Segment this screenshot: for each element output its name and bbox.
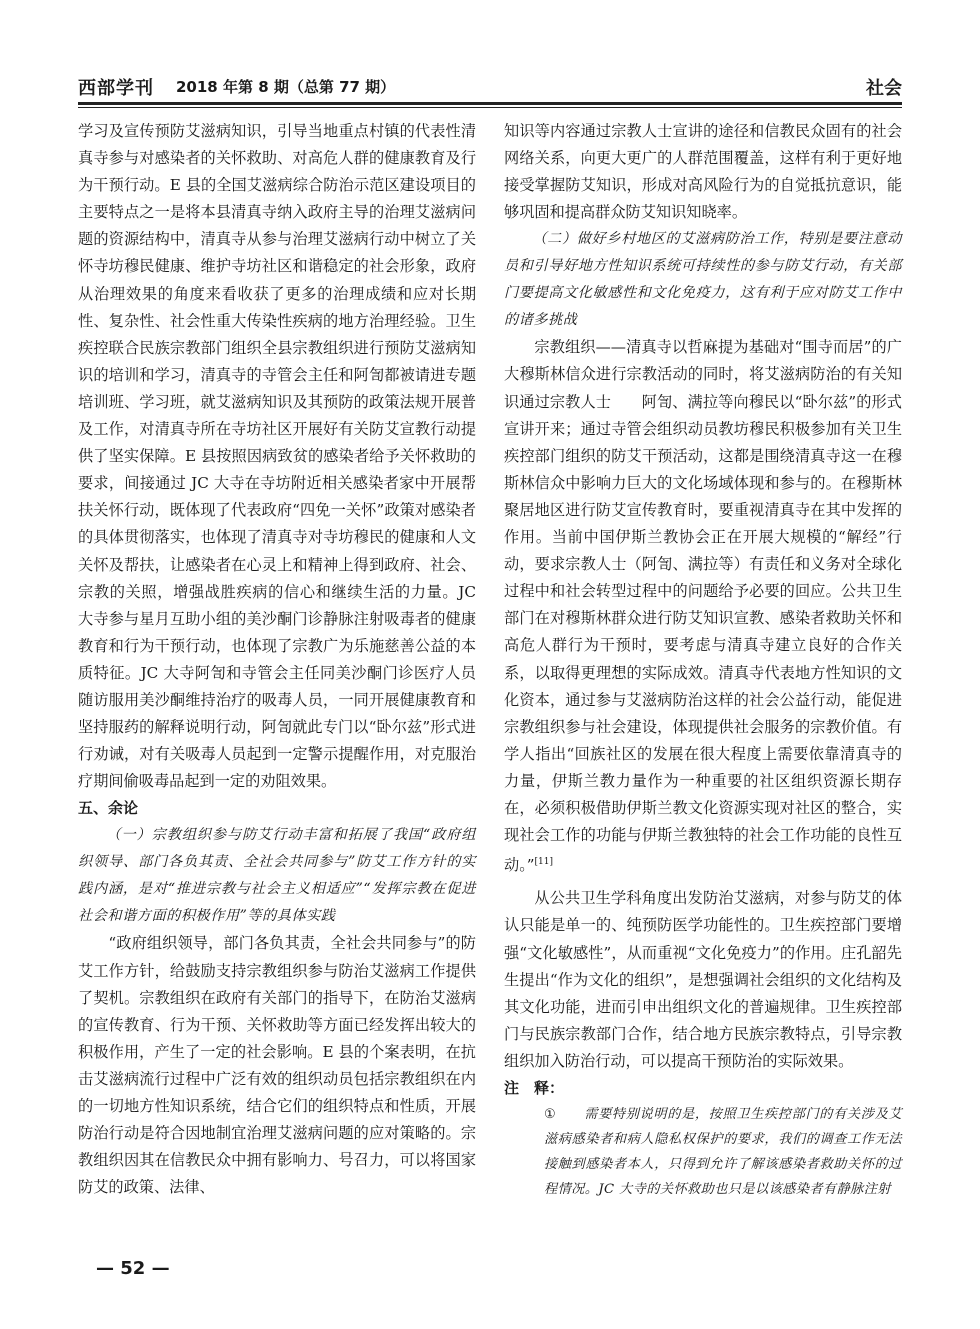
page-number: — 52 — [96, 1258, 170, 1279]
subsection-heading: （一）宗教组织参与防艾行动丰富和拓展了我国“政府组织领导、部门各负其责、全社会共同参与”防艾工作方针的实践内涵，是对“推进宗教与社会主义相适应”“发挥宗教在促进社会和谐方面的积极作用”等的具体实践 [78, 827, 476, 925]
footnote-text: 需要特别说明的是，按照卫生疾控部门的有关涉及艾滋病感染者和病人隐私权保护的要求，我们的调查工作无法接触到感染者本人，只得到允许了解该感染者救助关怀的过程情况。JC 大寺的关怀救助也只是以该感染者有静脉注射 [544, 1107, 902, 1198]
footnote-mark: ① [544, 1107, 557, 1123]
header-rule [78, 102, 902, 105]
right-column [504, 118, 902, 1202]
paragraph: 学习及宣传预防艾滋病知识，引导当地重点村镇的代表性清真寺参与对感染者的关怀救助、对高危人群的健康教育及行为干预行动。E 县的全国艾滋病综合防治示范区建设项目的主要特点之一是将本县清真寺纳入政府主导的治理艾滋病问题的资源结构中，清真寺从参与治理艾滋病行动中树立了关怀寺坊穆民健康、维护寺坊社区和谐稳定的社会形象，政府从治理效果的角度来看收获了更多的治理成绩和应对长期性、复杂性、社会性重大传染性疾病的地方治理经验。卫生疾控联合民族宗教部门组织全县宗教组织进行预防艾滋病知识的培训和学习，清真寺的寺管会主任和阿訇都被请进专题培训班、学习班，就艾滋病知识及其预防的政策法规开展普及工作，对清真寺所在寺坊社区开展好有关防艾宣教行动提供了坚实保障。E 县按照因病致贫的感染者给予关怀救助的要求，间接通过 JC 大寺在寺坊附近相关感染者家中开展帮扶关怀行动，既体现了代表政府“四免一关怀”政策对感染者的具体贯彻落实，也体现了清真寺对寺坊穆民的健康和人文关怀及帮扶，让感染者在心灵上和精神上得到政府、社会、宗教的关照，增强战胜疾病的信心和继续生活的力量。JC 大寺参与星月互助小组的美沙酮门诊静脉注射吸毒者的健康教育和行为干预行动，也体现了宗教广为乐施慈善公益的本质特征。JC 大寺阿訇和寺管会主任同美沙酮门诊医疗人员随访服用美沙酮维持治疗的吸毒人员，一同开展健康教育和坚持服药的解释说明行动，阿訇就此专门以“卧尔兹”形式进行劝诫，对有关吸毒人员起到一定警示提醒作用，对克服治疗期间偷吸毒品起到一定的劝阻效果。 [78, 122, 476, 791]
issue-info: 2018 年第 8 期（总第 77 期） [176, 78, 396, 96]
left-column [78, 118, 476, 1201]
header-rule-thin [78, 107, 902, 108]
citation-ref: [11] [534, 857, 554, 868]
subsection-heading: （二）做好乡村地区的艾滋病防治工作，特别是要注意动员和引导好地方性知识系统可持续性的参与防艾行动，有关部门要提高文化敏感性和文化免疫力，这有利于应对防艾工作中的诸多挑战 [504, 231, 902, 329]
paragraph: 知识等内容通过宗教人士宣讲的途径和信教民众固有的社会网络关系，向更大更广的人群范围覆盖，这样有利于更好地接受掌握防艾知识，形成对高风险行为的自觉抵抗意识，能够巩固和提高群众防艾知识知晓率。 [504, 122, 902, 222]
footnote [504, 1102, 902, 1202]
section-heading: 五、余论 [78, 799, 139, 818]
notes-title: 注 释： [504, 1078, 565, 1097]
journal-logo: 西部学刊 [78, 78, 154, 99]
paragraph-with-citation [504, 334, 902, 879]
section-label: 社会 [866, 78, 902, 99]
paragraph: 从公共卫生学科角度出发防治艾滋病，对参与防艾的体认只能是单一的、纯预防医学功能性的。卫生疾控部门要增强“文化敏感性”，从而重视“文化免疫力”的作用。庄孔韶先生提出“作为文化的组织”，是想强调社会组织的文化结构及其文化功能，进而引申出组织文化的普遍规律。卫生疾控部门与民族宗教部门合作，结合地方民族宗教特点，引导宗教组织加入防治行动，可以提高干预防治的实际效果。 [504, 889, 902, 1070]
running-header [78, 72, 902, 100]
paragraph-text: 宗教组织——清真寺以哲麻提为基础对“围寺而居”的广大穆斯林信众进行宗教活动的同时，将艾滋病防治的有关知识通过宗教人士 阿訇、满拉等向穆民以“卧尔兹”的形式宣讲开来；通过寺管会组织动员教坊穆民积极参加有关卫生疾控部门组织的防艾干预活动，这都是围绕清真寺这一在穆斯林信众中影响力巨大的文化场域体现和参与的。在穆斯林聚居地区进行防艾宣传教育时，要重视清真寺在其中发挥的作用。当前中国伊斯兰教协会正在开展大规模的“解经”行动，要求宗教人士（阿訇、满拉等）有责任和义务对全球化过程中和社会转型过程中的问题给予必要的回应。公共卫生部门在对穆斯林群众进行防艾知识宣教、感染者救助关怀和高危人群行为干预时，要考虑与清真寺建立良好的合作关系，以取得更理想的实际成效。清真寺代表地方性知识的文化资本，通过参与艾滋病防治这样的社会公益行动，能促进宗教组织参与社会建设，体现提供社会服务的宗教价值。有学人指出“回族社区的发展在很大程度上需要依靠清真寺的力量，伊斯兰教力量作为一种重要的社区组织资源长期存在，必须积极借助伊斯兰教文化资源实现对社区的整合，实现社会工作的功能与伊斯兰教独特的社会工作功能的良性互动。” [504, 338, 902, 875]
paragraph: “政府组织领导，部门各负其责，全社会共同参与”的防艾工作方针，给鼓励支持宗教组织参与防治艾滋病工作提供了契机。宗教组织在政府有关部门的指导下，在防治艾滋病的宣传教育、行为干预、关怀救助等方面已经发挥出较大的积极作用，产生了一定的社会影响。E 县的个案表明，在抗击艾滋病流行过程中广泛有效的组织动员包括宗教组织在内的一切地方性知识系统，结合它们的组织特点和性质，开展防治行动是符合因地制宜治理艾滋病问题的应对策略的。宗教组织因其在信教民众中拥有影响力、号召力，可以将国家防艾的政策、法律、 [78, 934, 476, 1197]
